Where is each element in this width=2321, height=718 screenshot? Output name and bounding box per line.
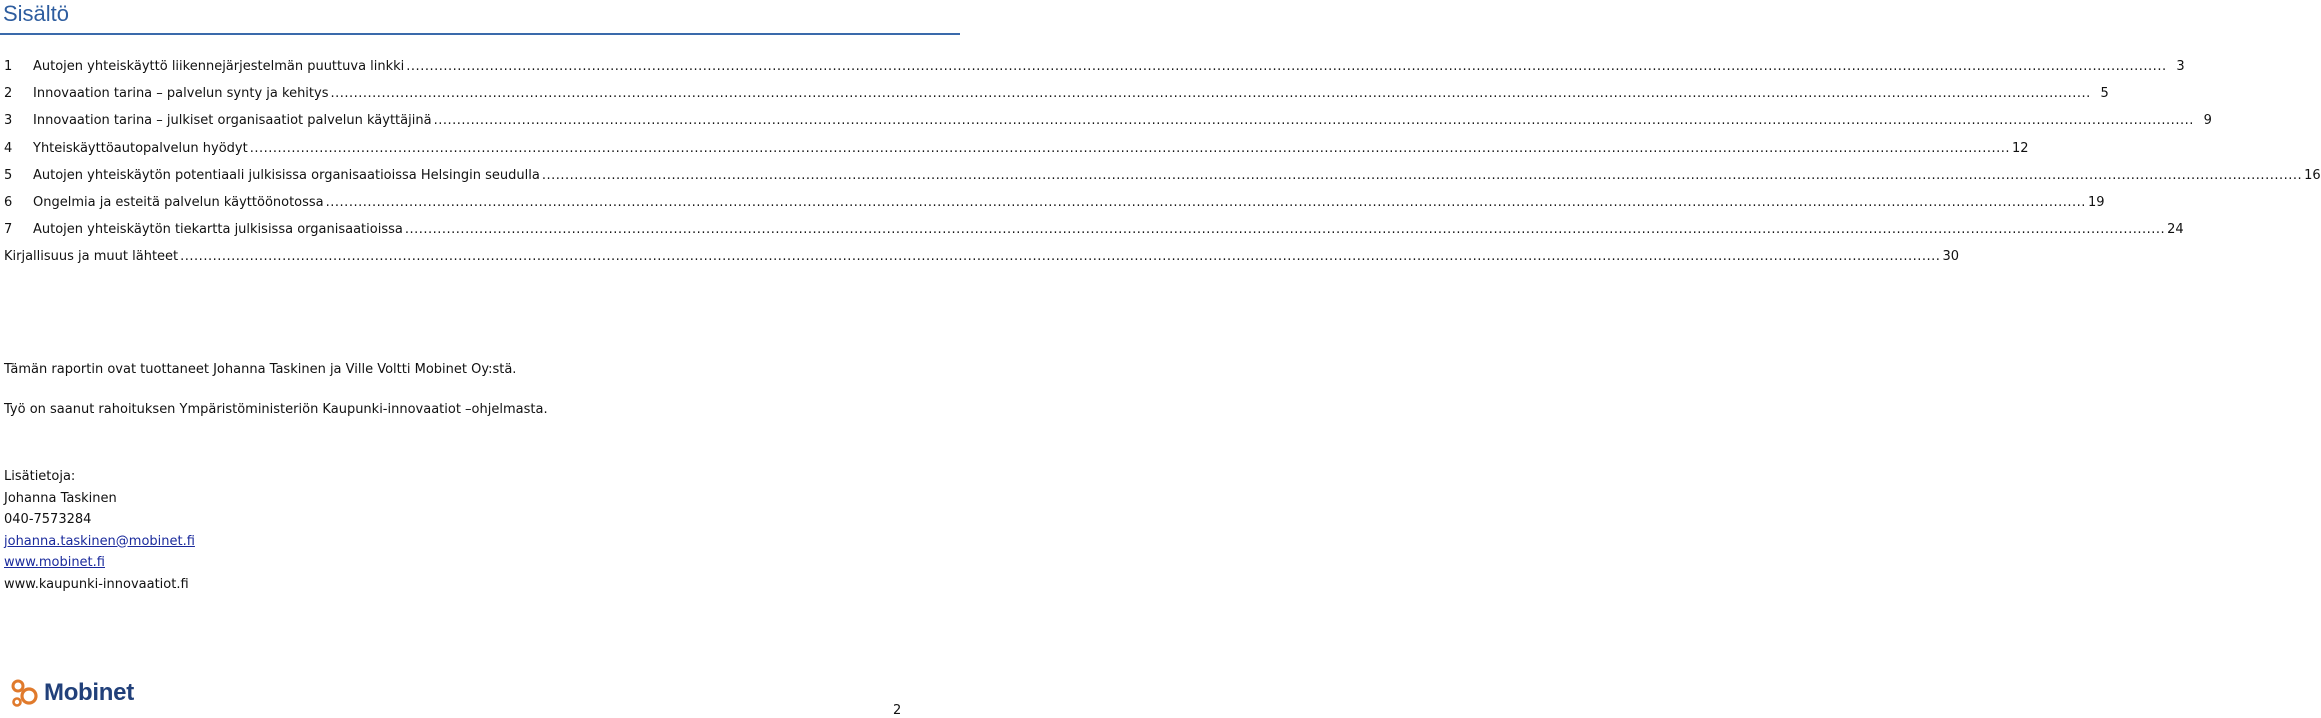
toc-entry-title: Ongelmia ja esteitä palvelun käyttöönotossa	[33, 194, 324, 210]
toc-entry-title: Autojen yhteiskäytön tiekartta julkisissa organisaatioissa	[33, 222, 403, 238]
toc-dot-leader	[406, 59, 2166, 74]
toc-entry-page: 5	[2100, 86, 2109, 102]
toc-entry-title: Yhteiskäyttöautopalvelun hyödyt	[33, 140, 248, 156]
toc-entry-page: 12	[2012, 140, 2029, 156]
toc-entry[interactable]	[4, 113, 2212, 140]
toc-entry-page: 19	[2087, 194, 2105, 210]
toc-entry-page: 3	[2176, 59, 2185, 74]
toc-dot-leader	[434, 113, 2194, 128]
toc-entry-page: 24	[2167, 222, 2184, 238]
toc-entry-page: 16	[2304, 167, 2321, 183]
toc-entry-number: 2	[4, 86, 13, 102]
toc-entry-page: 9	[2203, 113, 2212, 129]
page-heading: Sisältö	[3, 1, 70, 26]
toc-entry-number: 7	[4, 222, 13, 238]
toc-entry-title: Innovaation tarina – palvelun synty ja kehitys	[33, 86, 329, 102]
toc-entry-number: 4	[4, 140, 13, 156]
toc-entry[interactable]	[4, 86, 2109, 113]
toc-dot-leader	[405, 222, 2165, 237]
contact-block	[4, 466, 195, 595]
toc-entry-number: 5	[4, 167, 13, 183]
toc-dot-leader	[542, 168, 2302, 183]
toc-dot-leader	[326, 195, 2086, 210]
toc-entry[interactable]	[4, 194, 2105, 222]
mobinet-logo-icon	[10, 678, 40, 708]
toc-entry-number: 6	[4, 194, 13, 210]
toc-entry-title: Innovaation tarina – julkiset organisaatiot palvelun käyttäjinä	[33, 113, 432, 129]
table-of-contents	[4, 59, 2321, 277]
toc-entry-title: Autojen yhteiskäyttö liikennejärjestelmän puuttuva linkki	[33, 59, 405, 74]
toc-entry-page: 30	[1942, 249, 1959, 265]
toc-entry-number: 1	[4, 59, 13, 74]
contact-email-link[interactable]: johanna.taskinen@mobinet.fi	[4, 533, 195, 549]
toc-entry[interactable]	[4, 222, 2184, 249]
toc-dot-leader	[250, 141, 2010, 156]
toc-entry[interactable]	[4, 167, 2321, 195]
heading-rule	[0, 33, 960, 35]
credits-text: Tämän raportin ovat tuottaneet Johanna Taskinen ja Ville Voltti Mobinet Oy:stä.	[4, 362, 517, 377]
page-number: 2	[893, 703, 902, 718]
logo-text: Mobinet	[44, 679, 134, 706]
program-website: www.kaupunki-innovaatiot.fi	[4, 576, 189, 592]
toc-entry-title: Autojen yhteiskäytön potentiaali julkisissa organisaatioissa Helsingin seudulla	[33, 167, 540, 183]
toc-entry[interactable]	[4, 249, 1959, 276]
toc-entry-title: Kirjallisuus ja muut lähteet	[4, 249, 179, 265]
website-link[interactable]: www.mobinet.fi	[4, 555, 105, 570]
contact-phone: 040-7573284	[4, 512, 92, 527]
toc-entry-number: 3	[4, 113, 13, 129]
mobinet-logo	[10, 678, 134, 708]
contact-label: Lisätietoja:	[4, 469, 76, 484]
contact-name: Johanna Taskinen	[4, 490, 117, 506]
toc-dot-leader	[180, 249, 1940, 264]
toc-dot-leader	[330, 86, 2090, 101]
toc-entry[interactable]	[4, 59, 2185, 86]
toc-entry[interactable]	[4, 140, 2029, 168]
funding-text: Työ on saanut rahoituksen Ympäristöministeriön Kaupunki-innovaatiot –ohjelmasta.	[4, 402, 548, 417]
